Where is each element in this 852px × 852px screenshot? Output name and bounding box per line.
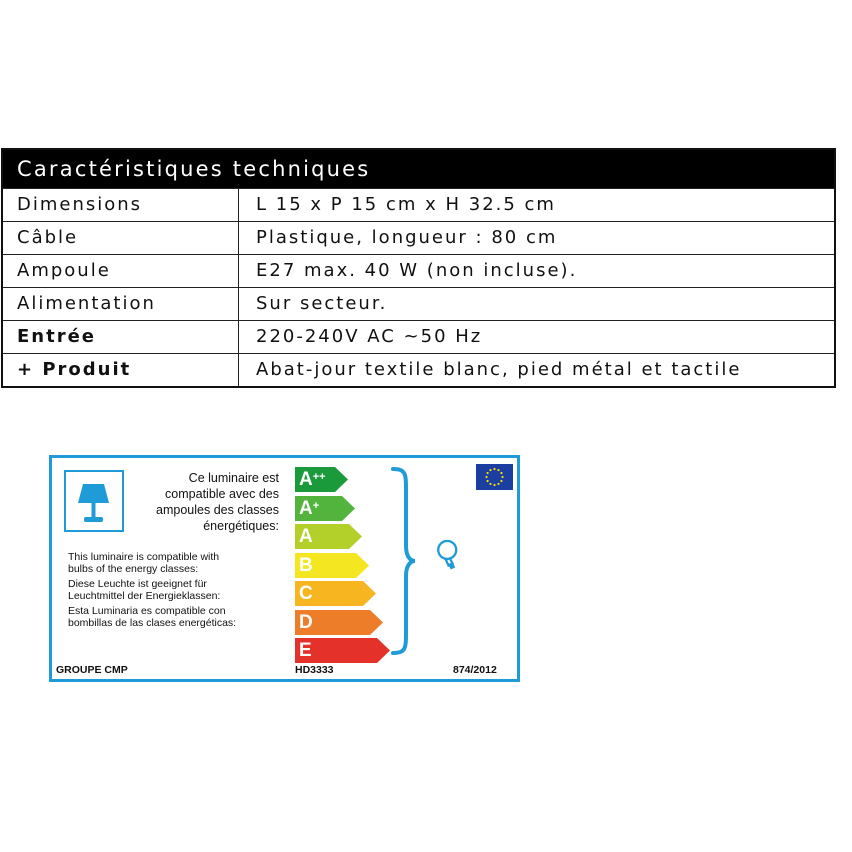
spanish-text: [68, 606, 278, 629]
german-text: [68, 579, 278, 602]
energy-class-letter: B: [299, 554, 313, 576]
energy-label: [49, 455, 520, 682]
energy-class-arrows: [295, 467, 391, 667]
energy-class-letter: A+: [299, 497, 320, 519]
energy-class-letter: E: [299, 640, 312, 661]
spec-value: Plastique, longueur : 80 cm: [256, 227, 558, 248]
spec-value: 220-240V AC ~50 Hz: [256, 326, 483, 347]
en-line: This luminaire is compatible with: [68, 551, 220, 563]
french-compat-text: [137, 470, 279, 534]
energy-class-sup: +: [312, 499, 320, 512]
de-line: Leuchtmittel der Energieklassen:: [68, 589, 221, 602]
energy-class-b-arrow: [295, 553, 391, 578]
footer-regulation: 874/2012: [453, 664, 497, 676]
spec-label: Ampoule: [3, 255, 239, 287]
fr-line: compatible avec des: [165, 487, 279, 501]
energy-class-app-arrow: [295, 467, 391, 492]
es-line: Esta Luminaria es compatible con: [68, 605, 226, 617]
energy-class-letter: C: [299, 583, 313, 604]
energy-class-e-arrow: [295, 638, 391, 663]
spec-table-title: Caractéristiques techniques: [3, 150, 834, 188]
footer-model: HD3333: [295, 664, 334, 676]
spec-table: [1, 148, 836, 388]
es-line: bombillas de las clases energéticas:: [68, 616, 237, 629]
english-text: [68, 552, 278, 575]
spec-value: E27 max. 40 W (non incluse).: [256, 260, 578, 281]
bulb-icon: [432, 540, 470, 570]
spec-label: Dimensions: [3, 189, 239, 221]
footer-brand: GROUPE CMP: [56, 664, 128, 676]
spec-row-alimentation: [3, 287, 834, 320]
energy-class-letter: A: [299, 526, 313, 547]
energy-class-a-arrow: [295, 524, 391, 549]
brace-icon: [390, 466, 418, 656]
spec-value: Abat-jour textile blanc, pied métal et tactile: [256, 359, 742, 380]
lamp-icon: [64, 470, 124, 532]
spec-row-entree: [3, 320, 834, 353]
eu-flag-icon: [476, 464, 513, 490]
spec-label: Entrée: [3, 321, 239, 353]
fr-line: ampoules des classes: [156, 503, 279, 517]
spec-value: L 15 x P 15 cm x H 32.5 cm: [256, 194, 556, 215]
energy-class-c-arrow: [295, 581, 391, 606]
spec-value: Sur secteur.: [256, 293, 388, 314]
en-line: bulbs of the energy classes:: [68, 562, 199, 575]
spec-row-produit: [3, 353, 834, 386]
spec-label: Câble: [3, 222, 239, 254]
energy-class-letter: A++: [299, 469, 326, 490]
spec-label: Alimentation: [3, 288, 239, 320]
energy-class-letter: D: [299, 611, 313, 633]
spec-label: + Produit: [3, 354, 239, 386]
energy-class-d-arrow: [295, 610, 391, 635]
spec-row-dimensions: [3, 188, 834, 221]
spec-row-ampoule: [3, 254, 834, 287]
de-line: Diese Leuchte ist geeignet für: [68, 578, 207, 590]
energy-class-sup: ++: [312, 471, 326, 483]
spec-row-cable: [3, 221, 834, 254]
energy-class-ap-arrow: [295, 496, 391, 521]
fr-line: Ce luminaire est: [188, 471, 279, 485]
multilingual-compat-text: [68, 552, 278, 633]
fr-line: énergétiques:: [203, 519, 279, 533]
